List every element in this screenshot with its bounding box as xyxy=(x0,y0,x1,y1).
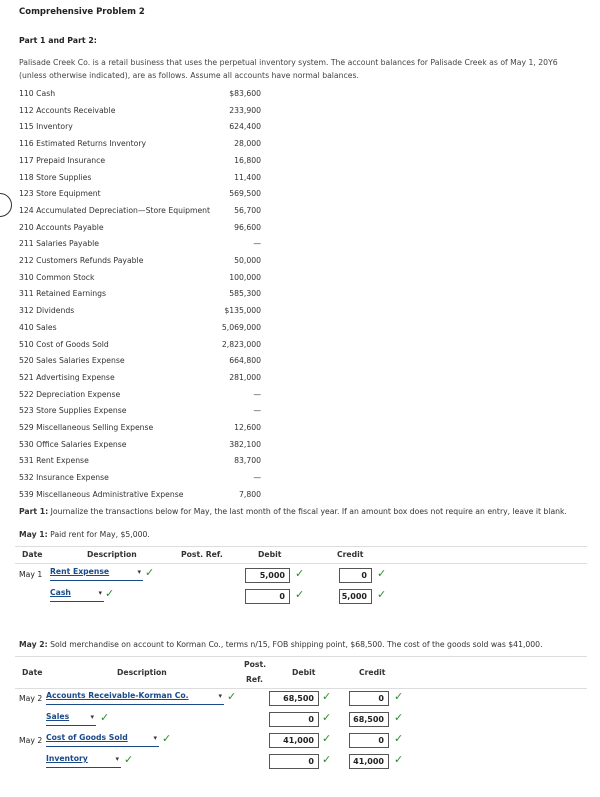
may2-row1-credit-input[interactable]: 0 xyxy=(349,691,389,706)
may1-row1-account-value: Rent Expense xyxy=(50,567,110,576)
check-icon: ✓ xyxy=(322,711,332,724)
account-balance: 664,800 xyxy=(229,356,261,366)
account-balance: 11,400 xyxy=(234,172,261,182)
account-name: 520 Sales Salaries Expense xyxy=(19,356,125,366)
account-name: 116 Estimated Returns Inventory xyxy=(19,139,147,149)
account-name: 312 Dividends xyxy=(19,306,75,316)
check-icon: ✓ xyxy=(377,588,387,601)
account-balance: 569,500 xyxy=(229,189,261,199)
account-balance: 5,069,000 xyxy=(221,322,261,332)
may1-row1-date: May 1 xyxy=(19,570,43,579)
account-balance: $83,600 xyxy=(229,89,261,98)
chevron-down-icon: ▾ xyxy=(153,734,157,742)
account-name: 521 Advertising Expense xyxy=(19,372,115,382)
divider xyxy=(15,546,587,547)
may2-row2-credit-input[interactable]: 68,500 xyxy=(349,712,389,727)
account-balance: $135,000 xyxy=(224,306,261,316)
account-name: 211 Salaries Payable xyxy=(19,239,100,249)
check-icon: ✓ xyxy=(124,753,134,766)
divider xyxy=(15,563,587,564)
may2-header-debit: Debit xyxy=(292,668,316,677)
account-balance: 28,000 xyxy=(234,139,261,149)
may2-row3-debit-input[interactable]: 41,000 xyxy=(269,733,319,748)
may2-row4-debit-input[interactable]: 0 xyxy=(269,754,319,769)
account-name: 115 Inventory xyxy=(19,122,73,132)
account-balance: — xyxy=(253,389,261,399)
may1-row2-account-select[interactable] xyxy=(50,588,104,602)
part-heading: Part 1 and Part 2: xyxy=(19,36,97,45)
may2-header-description: Description xyxy=(117,668,167,677)
may1-row2-account-value: Cash xyxy=(50,588,71,597)
chevron-down-icon: ▾ xyxy=(90,713,94,721)
account-balance: 233,900 xyxy=(229,105,261,115)
may2-header-post-ref-2: Ref. xyxy=(246,675,263,684)
check-icon: ✓ xyxy=(162,732,172,745)
account-balance: 2,823,000 xyxy=(221,339,261,349)
may1-transaction: May 1: Paid rent for May, $5,000. xyxy=(19,530,150,539)
account-balance: 12,600 xyxy=(234,423,261,432)
check-icon: ✓ xyxy=(100,711,110,724)
account-name: 124 Accumulated Depreciation—Store Equipment xyxy=(19,205,211,215)
may2-header-post-ref-1: Post. xyxy=(244,660,267,669)
account-name: 210 Accounts Payable xyxy=(19,222,104,232)
account-name: 532 Insurance Expense xyxy=(19,473,109,483)
account-name: 529 Miscellaneous Selling Expense xyxy=(19,423,154,432)
account-name: 110 Cash xyxy=(19,89,56,98)
account-balance: — xyxy=(253,239,261,249)
may2-row3-account-select[interactable] xyxy=(46,733,159,747)
may2-row2-account-select[interactable] xyxy=(46,712,96,726)
check-icon: ✓ xyxy=(105,587,115,600)
may2-row3-account-value: Cost of Goods Sold xyxy=(46,733,128,742)
may1-header-credit: Credit xyxy=(337,550,364,559)
intro-line-1: Palisade Creek Co. is a retail business that uses the perpetual inventory system. The account balances for Palisade Creek as of May 1, 20Y6 xyxy=(19,58,558,67)
check-icon: ✓ xyxy=(377,567,387,580)
check-icon: ✓ xyxy=(295,567,305,580)
page-title: Comprehensive Problem 2 xyxy=(19,7,145,17)
may2-row1-debit-input[interactable]: 68,500 xyxy=(269,691,319,706)
account-balance: 382,100 xyxy=(229,439,261,449)
check-icon: ✓ xyxy=(394,690,404,703)
account-balance: 100,000 xyxy=(229,272,261,282)
check-icon: ✓ xyxy=(145,566,155,579)
chevron-down-icon: ▾ xyxy=(137,568,141,576)
scroll-marker xyxy=(0,193,12,217)
part1-instruction: Part 1: Journalize the transactions below for May, the last month of the fiscal year. If an amount box does not require an entry, leave it blank. xyxy=(19,507,567,516)
may1-row1-credit-input[interactable]: 0 xyxy=(339,568,372,583)
chevron-down-icon: ▾ xyxy=(98,589,102,597)
may2-row3-date: May 2 xyxy=(19,736,43,745)
check-icon: ✓ xyxy=(322,690,332,703)
account-name: 212 Customers Refunds Payable xyxy=(19,256,144,265)
account-balance: 7,800 xyxy=(238,489,261,499)
may2-row1-account-value: Accounts Receivable-Korman Co. xyxy=(46,691,189,700)
may2-row1-account-select[interactable] xyxy=(46,691,224,705)
account-name: 531 Rent Expense xyxy=(19,456,89,466)
account-balance: 83,700 xyxy=(234,456,261,466)
may1-header-post-ref: Post. Ref. xyxy=(181,550,223,559)
account-name: 112 Accounts Receivable xyxy=(19,105,116,115)
check-icon: ✓ xyxy=(295,588,305,601)
divider xyxy=(15,656,587,657)
account-balance: 281,000 xyxy=(229,372,261,382)
check-icon: ✓ xyxy=(394,732,404,745)
account-balance: 56,700 xyxy=(234,205,261,215)
account-name: 118 Store Supplies xyxy=(19,172,92,182)
may2-row4-credit-input[interactable]: 41,000 xyxy=(349,754,389,769)
account-name: 410 Sales xyxy=(19,322,57,332)
account-balance: 96,600 xyxy=(234,222,261,232)
may2-transaction: May 2: Sold merchandise on account to Korman Co., terms n/15, FOB shipping point, $68,500. The cost of the goods sold was $41,000. xyxy=(19,640,543,649)
may2-row2-account-value: Sales xyxy=(46,712,70,721)
chevron-down-icon: ▾ xyxy=(218,692,222,700)
account-balance: 50,000 xyxy=(234,256,261,265)
may2-row1-date: May 2 xyxy=(19,694,43,703)
check-icon: ✓ xyxy=(394,711,404,724)
may2-row4-account-select[interactable] xyxy=(46,754,121,768)
account-name: 523 Store Supplies Expense xyxy=(19,406,127,416)
account-balance: 585,300 xyxy=(229,289,261,299)
may1-row2-debit-input[interactable]: 0 xyxy=(245,589,290,604)
may2-row2-debit-input[interactable]: 0 xyxy=(269,712,319,727)
account-name: 522 Depreciation Expense xyxy=(19,389,121,399)
may2-header-credit: Credit xyxy=(359,668,386,677)
divider xyxy=(15,688,587,689)
may1-header-date: Date xyxy=(22,550,43,559)
account-balance: — xyxy=(253,473,261,483)
account-name: 530 Office Salaries Expense xyxy=(19,439,127,449)
account-balance: 624,400 xyxy=(229,122,261,132)
account-name: 310 Common Stock xyxy=(19,272,95,282)
intro-line-2: (unless otherwise indicated), are as follows. Assume all accounts have normal balances. xyxy=(19,71,359,80)
may2-header-date: Date xyxy=(22,668,43,677)
may2-row3-credit-input[interactable]: 0 xyxy=(349,733,389,748)
check-icon: ✓ xyxy=(322,732,332,745)
account-name: 123 Store Equipment xyxy=(19,189,101,199)
account-name: 117 Prepaid Insurance xyxy=(19,155,106,165)
check-icon: ✓ xyxy=(322,753,332,766)
may1-header-description: Description xyxy=(87,550,137,559)
account-balance: 16,800 xyxy=(234,155,261,165)
check-icon: ✓ xyxy=(227,690,237,703)
may1-row1-account-select[interactable] xyxy=(50,567,143,581)
account-name: 539 Miscellaneous Administrative Expense xyxy=(19,489,184,499)
account-balance: — xyxy=(253,406,261,416)
may1-row1-debit-input[interactable]: 5,000 xyxy=(245,568,290,583)
may1-header-debit: Debit xyxy=(258,550,282,559)
chevron-down-icon: ▾ xyxy=(115,755,119,763)
may2-row4-account-value: Inventory xyxy=(46,754,88,763)
may1-row2-credit-input[interactable]: 5,000 xyxy=(339,589,372,604)
account-name: 510 Cost of Goods Sold xyxy=(19,339,109,349)
account-name: 311 Retained Earnings xyxy=(19,289,106,299)
check-icon: ✓ xyxy=(394,753,404,766)
